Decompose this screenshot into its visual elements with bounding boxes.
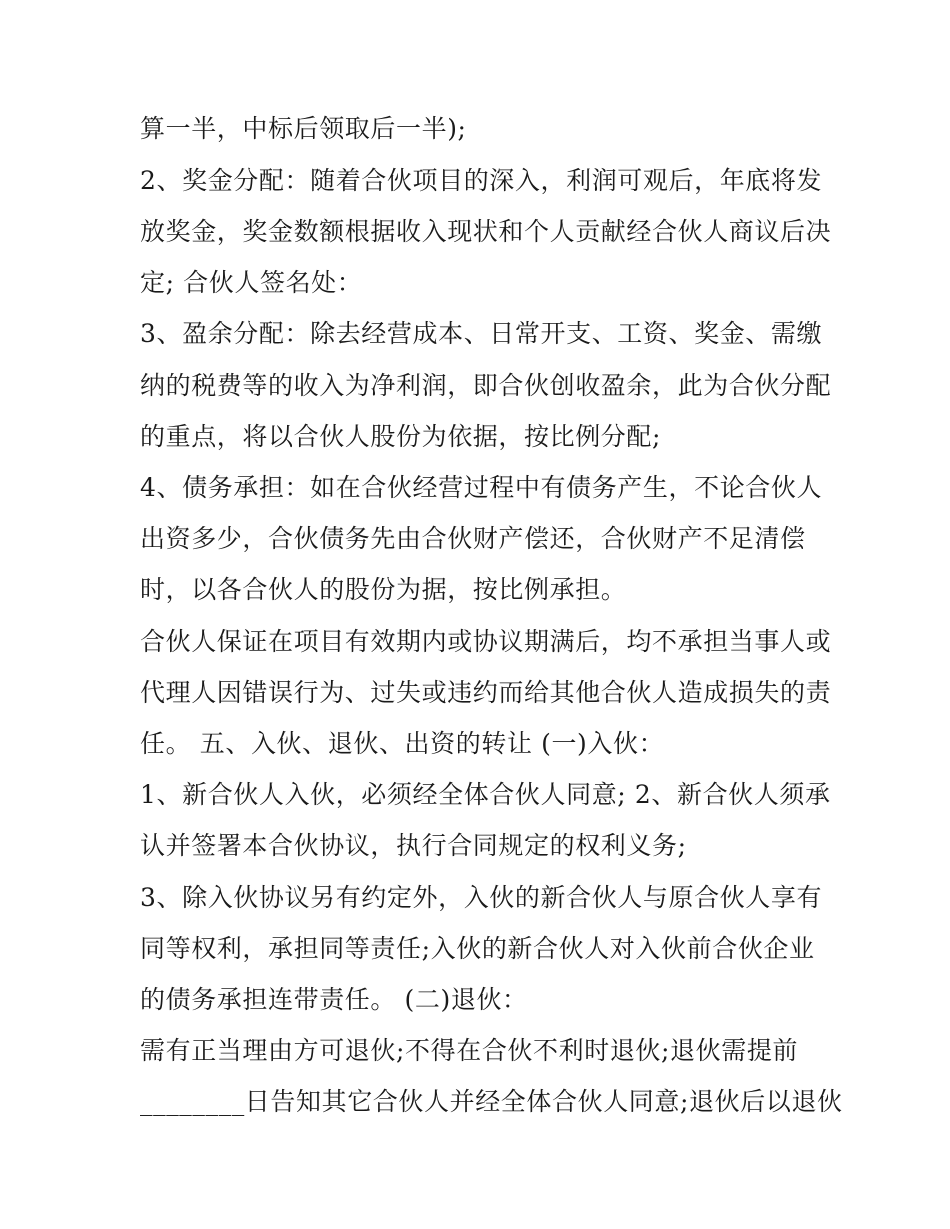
text-line: 放奖金，奖金数额根据收入现状和个人贡献经合伙人商议后决 [140, 217, 832, 246]
text-line: 定; 合伙人签名处： [140, 268, 363, 297]
text-line: 的重点，将以合伙人股份为依据，按比例分配; [140, 422, 662, 451]
text-line: 任。 五、入伙、退伙、出资的转让 (一)入伙： [140, 729, 665, 758]
text-line: ________日告知其它合伙人并经全体合伙人同意;退伙后以退伙 [140, 1087, 843, 1116]
text-line: 认并签署本合伙协议，执行合同规定的权利义务; [140, 831, 687, 860]
text-line: 合伙人保证在项目有效期内或协议期满后，均不承担当事人或 [140, 627, 832, 656]
text-line: 同等权利，承担同等责任;入伙的新合伙人对入伙前合伙企业 [140, 934, 815, 963]
text-line: 3、除入伙协议另有约定外，入伙的新合伙人与原合伙人享有 [140, 883, 823, 912]
text-line: 1、新合伙人入伙，必须经全体合伙人同意; 2、新合伙人须承 [140, 780, 831, 809]
text-line: 的债务承担连带责任。 (二)退伙： [140, 985, 528, 1014]
text-line: 2、奖金分配：随着合伙项目的深入，利润可观后，年底将发 [140, 166, 823, 195]
text-line: 纳的税费等的收入为净利润，即合伙创收盈余，此为合伙分配 [140, 371, 832, 400]
text-line: 4、债务承担：如在合伙经营过程中有债务产生，不论合伙人 [140, 473, 823, 502]
text-line: 时，以各合伙人的股份为据，按比例承担。 [140, 575, 627, 604]
text-line: 需有正当理由方可退伙;不得在合伙不利时退伙;退伙需提前 [140, 1036, 799, 1065]
text-line: 算一半，中标后领取后一半); [140, 114, 467, 143]
text-line: 3、盈余分配：除去经营成本、日常开支、工资、奖金、需缴 [140, 319, 823, 348]
text-line: 代理人因错误行为、过失或违约而给其他合伙人造成损失的责 [140, 678, 832, 707]
text-line: 出资多少，合伙债务先由合伙财产偿还，合伙财产不足清偿 [140, 524, 806, 553]
